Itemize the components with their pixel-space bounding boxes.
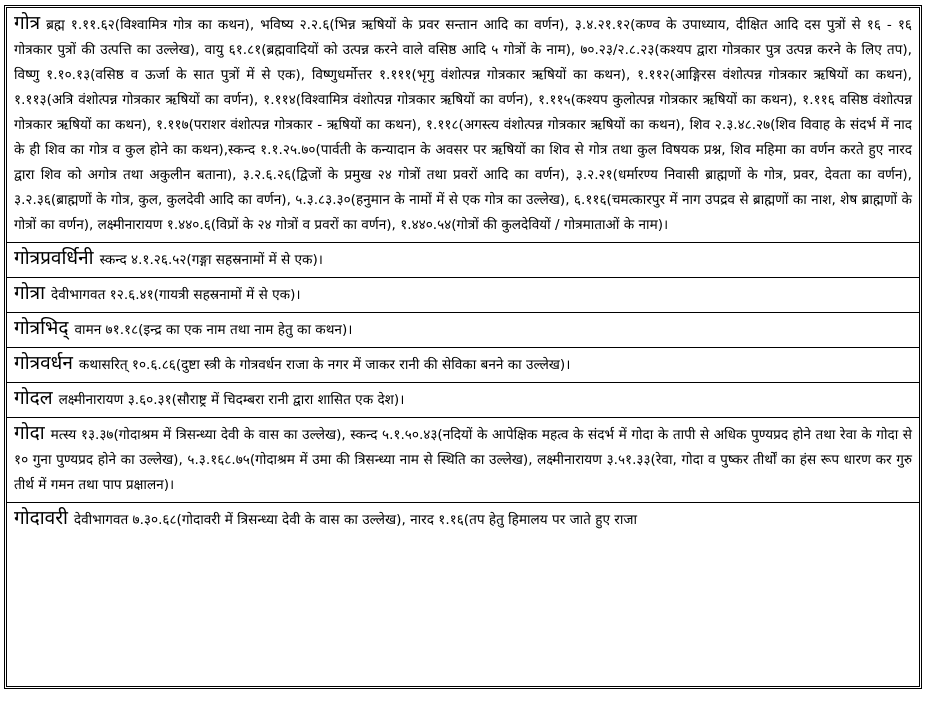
entry-text: लक्ष्मीनारायण ३.६०.३१(सौराष्ट्र में चिदम्बरा रानी द्वारा शासित एक देश)।	[58, 392, 405, 408]
entry-text: स्कन्द ४.१.२६.५२(गङ्गा सहस्रनामों में से एक)।	[99, 252, 323, 268]
entry-gotrapravardhini	[7, 243, 919, 278]
entry-gotra-2	[7, 278, 919, 313]
entry-text: वामन ७१.१८(इन्द्र का एक नाम तथा नाम हेतु का कथन)।	[74, 322, 353, 338]
entry-headword: गोदावरी	[14, 507, 68, 529]
entry-gotrabhid	[7, 313, 919, 348]
entry-godala	[7, 383, 919, 418]
entry-headword: गोत्रा	[14, 282, 46, 304]
entry-gotra	[7, 8, 919, 243]
entry-headword: गोदल	[14, 387, 53, 409]
entry-text: देवीभागवत १२.६.४१(गायत्री सहस्रनामों में से एक)।	[51, 287, 301, 303]
entry-text: मत्स्य १३.३७(गोदाश्रम में त्रिसन्ध्या देवी के वास का उल्लेख), स्कन्द ५.१.५०.४३(नदियों के आपेक्षिक महत्व के संदर्भ में गोदा के तापी से अधिक पुण्यप्रद होने तथा रेवा के गोदा से १० गुना पुण्यप्रद होने का उल्लेख), ५.३.१६८.७५(गोदाश्रम में उमा की त्रिसन्ध्या नाम से स्थिति का उल्लेख), लक्ष्मीनारायण ३.५१.३३(रेवा, गोदा व पुष्कर तीर्थों का हंस रूप धारण कर गुरु तीर्थ में गमन तथा पाप प्रक्षालन)।	[14, 427, 912, 493]
entry-gotravardhana	[7, 348, 919, 383]
entry-headword: गोत्रवर्धन	[14, 352, 73, 374]
entry-text: कथासरित् १०.६.८६(दुष्टा स्त्री के गोत्रवर्धन राजा के नगर में जाकर रानी की सेविका बनने का उल्लेख)।	[78, 357, 571, 373]
entry-text: देवीभागवत ७.३०.६८(गोदावरी में त्रिसन्ध्या देवी के वास का उल्लेख), नारद १.१६(तप हेतु हिमालय पर जाते हुए राजा	[73, 512, 637, 528]
entry-headword: गोत्रप्रवर्धिनी	[14, 247, 94, 269]
entry-text: ब्रह्म १.११.६२(विश्वामित्र गोत्र का कथन), भविष्य २.२.६(भिन्न ऋषियों के प्रवर सन्तान आदि का वर्णन), ३.४.२१.१२(कण्व के उपाध्याय, दीक्षित आदि दस पुत्रों से १६ - १६ गोत्रकार पुत्रों की उत्पत्ति का उल्लेख), वायु ६१.८१(ब्रह्मवादियों को उत्पन्न करने वाले वसिष्ठ आदि ५ गोत्रों के नाम), ७०.२३/२.८.२३(कश्यप द्वारा गोत्रकार पुत्र उत्पन्न करने के लिए तप), विष्णु १.१०.१३(वसिष्ठ व ऊर्जा के सात पुत्रों में से एक), विष्णुधर्मोत्तर १.१११(भृगु वंशोत्पन्न गोत्रकार ऋषियों का कथन), १.११२(आङ्गिरस वंशोत्पन्न गोत्रकार ऋषियों का कथन), १.११३(अत्रि वंशोत्पन्न गोत्रकार ऋषियों का वर्णन), १.११४(विश्वामित्र वंशोत्पन्न गोत्रकार ऋषियों का वर्णन), १.११५(कश्यप कुलोत्पन्न गोत्रकार ऋषियों का कथन), १.११६ वसिष्ठ वंशोत्पन्न गोत्रकार ऋषियों का कथन), १.११७(पराशर वंशोत्पन्न गोत्रकार - ऋषियों का कथन), १.११८(अगस्त्य वंशोत्पन्न गोत्रकार ऋषियों का कथन), शिव २.३.४८.२७(शिव विवाह के संदर्भ में नाद के ही शिव का गोत्र व कुल होने का कथन),स्कन्द १.१.२५.७०(पार्वती के कन्यादान के अवसर पर ऋषियों का शिव से गोत्र तथा कुल विषयक प्रश्न, शिव महिमा का वर्णन करते हुए नारद द्वारा शिव को अगोत्र तथा अकुलीन बताना), ३.२.६.२६(द्विजों के प्रमुख २४ गोत्रों तथा प्रवरों आदि का वर्णन), ३.२.२१(धर्मारण्य निवासी ब्राह्मणों के गोत्र, प्रवर, देवता का वर्णन), ३.२.३६(ब्राह्मणों के गोत्र, कुल, कुलदेवी आदि का वर्णन), ५.३.८३.३०(हनुमान के नामों में से एक गोत्र का उल्लेख), ६.११६(चमत्कारपुर में नाग उपद्रव से ब्राह्मणों का नाश, शेष ब्राह्मणों के गोत्रों का वर्णन), लक्ष्मीनारायण १.४४०.६(विप्रों के २४ गोत्रों व प्रवरों का वर्णन), १.४४०.५४(गोत्रों की कुलदेवियों / गोत्रमाताओं के नाम)।	[14, 17, 913, 233]
entry-headword: गोत्रभिद्	[14, 317, 69, 339]
entries-table	[4, 5, 922, 689]
entry-headword: गोत्र	[14, 12, 41, 34]
entry-headword: गोदा	[14, 422, 45, 444]
entry-godavari	[7, 503, 919, 537]
entry-goda	[7, 418, 919, 503]
